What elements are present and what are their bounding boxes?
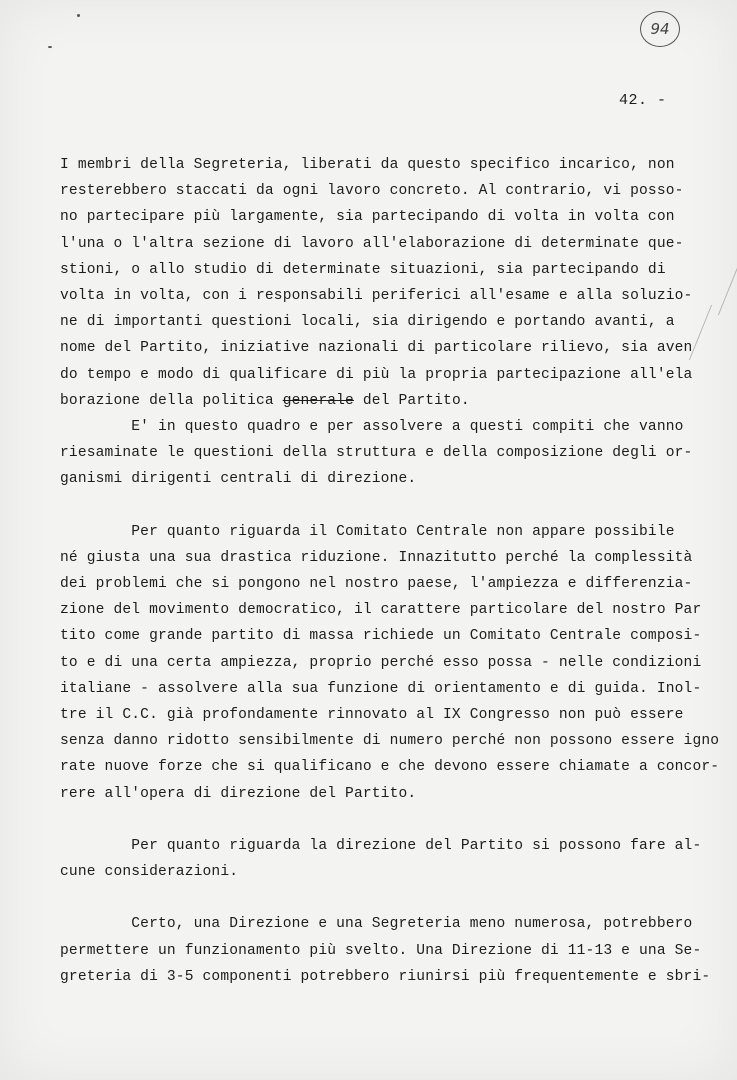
text-line: rere all'opera di direzione del Partito. <box>60 785 417 802</box>
text-line: riesaminate le questioni della struttura e della composizione degli or- <box>60 445 693 462</box>
text-line: ganismi dirigenti centrali di direzione. <box>60 471 417 488</box>
text-line: né giusta una sua drastica riduzione. Innazitutto perché la complessità <box>60 549 693 566</box>
text-line: italiane - assolvere alla sua funzione di orientamento e di guida. Inol- <box>60 680 702 697</box>
speck <box>48 46 52 48</box>
text-line: greteria di 3-5 componenti potrebbero riunirsi più frequentemente e sbri- <box>60 968 711 985</box>
text-line: dei problemi che si pongono nel nostro paese, l'ampiezza e differenzia- <box>60 576 693 592</box>
text-line: E' in questo quadro e per assolvere a questi compiti che vanno <box>60 418 684 435</box>
text-line-with-strike <box>60 388 710 414</box>
text-line: stioni, o allo studio di determinate situazioni, sia partecipando di <box>60 261 666 278</box>
archive-stamp <box>640 11 680 47</box>
speck <box>77 14 80 17</box>
text-line: permettere un funzionamento più svelto. Una Direzione di 11-13 e una Se- <box>60 942 702 959</box>
text-line: no partecipare più largamente, sia partecipando di volta in volta con <box>60 209 675 226</box>
body-text <box>60 152 720 990</box>
page-number: 42. - <box>619 92 667 109</box>
text-line: volta in volta, con i responsabili periferici all'esame e alla soluzio- <box>60 287 693 304</box>
text-line: l'una o l'altra sezione di lavoro all'elaborazione di determinate que- <box>60 235 684 252</box>
text-line: senza danno ridotto sensibilmente di numero perché non possono essere igno <box>60 733 720 750</box>
text-line: I membri della Segreteria, liberati da questo specifico incarico, non <box>60 157 675 173</box>
paragraph-gap <box>60 807 710 833</box>
text-line: nome del Partito, iniziative nazionali di particolare rilievo, sia aven <box>60 340 693 357</box>
paragraph-gap <box>60 492 710 518</box>
text-line: ne di importanti questioni locali, sia dirigendo e portando avanti, a <box>60 314 675 331</box>
text-line: Per quanto riguarda il Comitato Centrale non appare possibile <box>60 523 675 540</box>
text-line: rate nuove forze che si qualificano e che devono essere chiamate a concor- <box>60 759 720 776</box>
struck-word: generale <box>282 392 354 409</box>
text-line: do tempo e modo di qualificare di più la propria partecipazione all'ela <box>60 366 693 383</box>
text-line: to e di una certa ampiezza, proprio perché esso possa - nelle condizioni <box>60 654 702 671</box>
text-line: tre il C.C. già profondamente rinnovato al IX Congresso non può essere <box>60 706 684 723</box>
text-line: tito come grande partito di massa richiede un Comitato Centrale composi- <box>60 628 702 645</box>
archive-stamp-number: 94 <box>650 20 670 38</box>
text-line: cune considerazioni. <box>60 864 239 881</box>
paragraph-gap <box>60 885 710 911</box>
text-line: zione del movimento democratico, il carattere particolare del nostro Par <box>60 602 702 619</box>
text-line: resterebbero staccati da ogni lavoro concreto. Al contrario, vi posso- <box>60 183 684 200</box>
text-line: Certo, una Direzione e una Segreteria meno numerosa, potrebbero <box>60 916 693 933</box>
text-line: Per quanto riguarda la direzione del Partito si possono fare al- <box>60 837 702 854</box>
text-line-end: del Partito. <box>353 392 470 409</box>
text-line-start: borazione della politica <box>60 392 283 409</box>
